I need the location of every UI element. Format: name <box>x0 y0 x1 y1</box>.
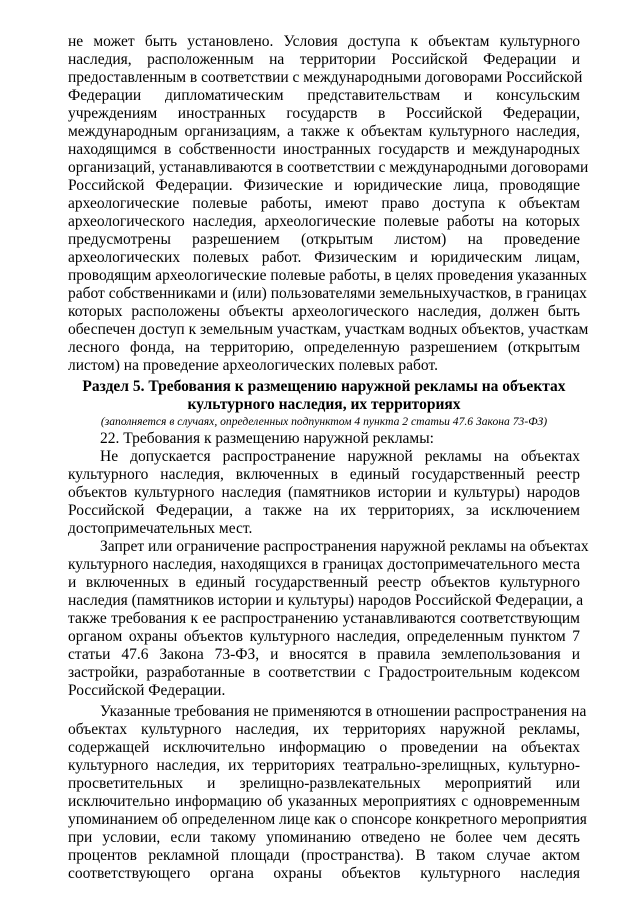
text-line: статьи 47.6 Закона 73-ФЗ, и вносятся в правила землепользования и <box>68 646 580 663</box>
text-line: процентов рекламной площади (пространства). В таком случае актом <box>68 847 580 864</box>
text-line: исключительно информацию об указанных мероприятиях с одновременным <box>68 793 580 810</box>
text-line: лесного фонда, на территорию, определенную разрешением (открытым <box>68 339 580 356</box>
text-line: Российской Федерации. <box>68 682 226 699</box>
text-line: Указанные требования не применяются в отношении распространения на <box>100 703 587 720</box>
text-line: культурного наследия, включенных в единый государственный реестр <box>68 466 580 483</box>
text-line: органом охраны объектов культурного наследия, определенным пунктом 7 <box>68 628 580 645</box>
text-line: объектах культурного наследия, их территориях наружной рекламы, <box>68 721 580 738</box>
text-line: работ собственниками и (или) пользователями земельныхучастков, в границах <box>68 285 587 302</box>
text-line: находящимся в собственности иностранных государств и международных <box>68 141 580 158</box>
text-line: также требования к ее распространению устанавливаются соответствующим <box>68 610 580 627</box>
text-line: содержащей исключительно информацию о проведении на объектах <box>68 739 580 756</box>
text-line: и включенных в единый государственный реестр объектов культурного <box>68 574 580 591</box>
text-line: проводящим археологические полевые работы, в целях проведения указанных <box>68 267 587 284</box>
item-22-title: 22. Требования к размещению наружной рекламы: <box>100 430 434 447</box>
text-line: при условии, если такому упоминанию отведено не более чем десять <box>68 829 580 846</box>
text-line: соответствующего органа охраны объектов культурного наследия <box>68 865 580 882</box>
text-line: археологических полевых работ. Физическим и юридическим лицам, <box>68 249 580 266</box>
text-line: международным организациям, а также к объектам культурного наследия, <box>68 123 580 140</box>
section-note: (заполняется в случаях, определенных подпунктом 4 пункта 2 статьи 47.6 Закона 73-ФЗ) <box>100 415 548 428</box>
text-line: обеспечен доступ к земельным участкам, участкам водных объектов, участкам <box>68 321 589 338</box>
section-heading-line-2: культурного наследия, их территориях <box>187 396 461 413</box>
text-line: археологические полевые работы, имеют право доступа к объектам <box>68 195 580 212</box>
text-line: не может быть установлено. Условия доступа к объектам культурного <box>68 33 580 50</box>
text-line: просветительных и зрелищно-развлекательных мероприятий или <box>68 775 580 792</box>
text-line: Федерации дипломатическим представительствам и консульским <box>68 87 580 104</box>
text-line: предусмотрены разрешением (открытым листом) на проведение <box>68 231 580 248</box>
text-line: организаций, устанавливаются в соответствии с международными договорами <box>68 159 589 176</box>
text-line: предоставленным в соответствии с международными договорами Российской <box>68 69 583 86</box>
text-line: археологического наследия, археологические полевые работы на которых <box>68 213 580 230</box>
text-line: наследия (памятников истории и культуры) народов Российской Федерации, а <box>68 592 584 609</box>
text-line: Российской Федерации, а также на их территориях, за исключением <box>68 502 580 519</box>
text-line: культурного наследия, их территориях театрально-зрелищных, культурно- <box>68 757 580 774</box>
section-heading-line-1: Раздел 5. Требования к размещению наружной рекламы на объектах <box>82 378 566 395</box>
text-line: культурного наследия, находящихся в границах достопримечательного места <box>68 556 580 573</box>
text-line: учреждениям иностранных государств в Российской Федерации, <box>68 105 580 122</box>
text-line: листом) на проведение археологических полевых работ. <box>68 357 438 374</box>
text-line: упоминанием об определенном лице как о спонсоре конкретного мероприятия <box>68 811 587 828</box>
text-line: застройки, разработанные в соответствии с Градостроительным кодексом <box>68 664 580 681</box>
text-line: наследия, расположенным на территории Российской Федерации и <box>68 51 580 68</box>
text-line: Российской Федерации. Физические и юридические лица, проводящие <box>68 177 580 194</box>
text-line: которых расположены объекты археологического наследия, должен быть <box>68 303 580 320</box>
text-line: Запрет или ограничение распространения наружной рекламы на объектах <box>100 538 589 555</box>
text-line: достопримечательных мест. <box>68 520 253 537</box>
text-line: объектов культурного наследия (памятников истории и культуры) народов <box>68 484 580 501</box>
text-line: Не допускается распространение наружной рекламы на объектах <box>100 448 580 465</box>
